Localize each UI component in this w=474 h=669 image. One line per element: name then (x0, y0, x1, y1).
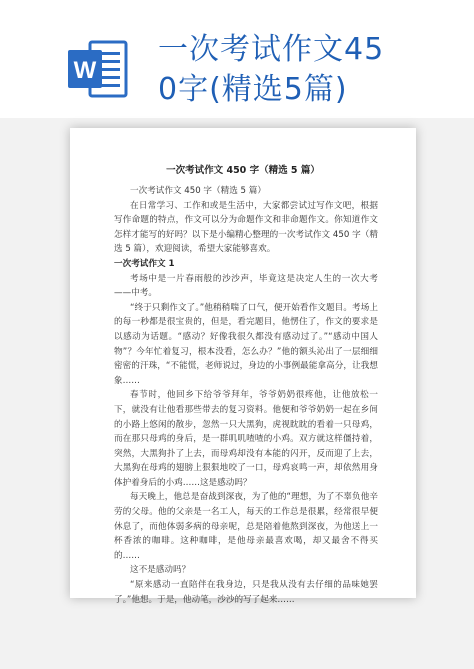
page-header (0, 0, 474, 120)
word-icon-letter: W (73, 57, 97, 84)
paragraph: 在日常学习、工作和或是生活中，大家都尝试过写作文吧，根据写作命题的特点，作文可以分为命题作文和非命题作文。你知道作文怎样才能写的好吗？以下是小编精心整理的一次考试作文 450 字（精选 5 篇），欢迎阅读，希望大家能够喜欢。 (114, 200, 378, 255)
page-title-line-2: 0字(精选5篇) (158, 72, 348, 107)
document-page (70, 128, 416, 605)
paragraph: 这不是感动吗？ (130, 565, 191, 576)
paragraph: “原来感动一直陪伴在我身边，只是我从没有去仔细的品味她罢了。”他想。于是，他动笔，沙沙的写了起来…… (114, 580, 378, 605)
paragraph: 考场中是一片春雨般的沙沙声，毕竟这是决定人生的一次大考——中考。 (114, 273, 378, 299)
page-title (158, 30, 458, 110)
section-heading: 一次考试作文 1 (114, 258, 175, 269)
paragraph: 春节时，他回乡下给爷爷拜年，爷爷奶奶很疼他，让他放松一下，就没有让他看那些带去的复习资料。他便和爷爷奶奶一起在乡间的小路上悠闲的散步，忽然一只大黑狗，虎视眈眈的看着一只母鸡，而在那只母鸡的身后，是一群叽叽喳喳的小鸡。双方就这样僵持着，突然，大黑狗扑了上去，而母鸡却没有本能的闪开，反而迎了上去，大黑狗在母鸡的翅膀上狠狠地咬了一口，母鸡哀鸣一声，却依然用身体护着身后的小鸡……这是感动吗？ (114, 390, 378, 488)
paragraph: “终于只剩作文了。”他稍稍喘了口气，便开始看作文题目。考场上的每一秒都是很宝贵的，但是，看完题目，他愣住了，作文的要求是以感动为话题。“感动？好像我很久都没有感动过了。”“感动中国人物”？今年忙着复习，根本没看，怎么办？”他的额头沁出了一层细细密密的汗珠，“不能慌，老师说过，身边的小事例最能拿高分，让我想象…… (114, 302, 378, 386)
page-title-line-1: 一次考试作文45 (158, 32, 385, 67)
paragraph: 每天晚上，他总是奋战到深夜，为了他的“理想，为了不辜负他辛劳的父母。他的父亲是一名工人，每天的工作总是很累，经常很早便休息了，而他体弱多病的母亲呢，总是陪着他熬到深夜，为他送上一杯香浓的咖啡。这种咖啡，是他母亲最喜欢喝，却又最舍不得买的…… (114, 492, 378, 561)
document-body (114, 184, 378, 607)
paragraph: 一次考试作文 450 字（精选 5 篇） (130, 186, 266, 196)
word-doc-icon (66, 38, 128, 100)
document-title: 一次考试作文 450 字（精选 5 篇） (166, 165, 320, 176)
